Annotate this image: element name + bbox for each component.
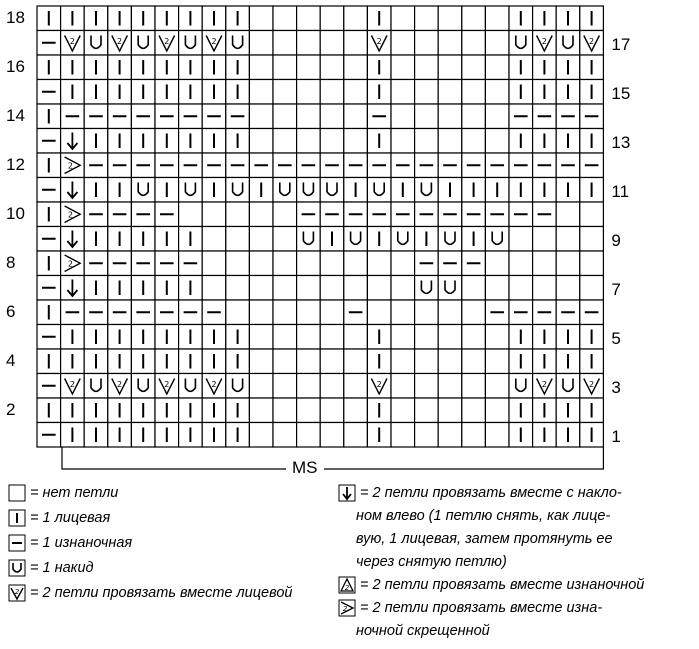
chart-cell bbox=[485, 104, 509, 129]
k2tog-digit: 2 bbox=[376, 379, 382, 389]
chart-cell bbox=[249, 374, 273, 399]
chart-cell bbox=[438, 276, 462, 301]
k2tog-digit: 2 bbox=[589, 36, 595, 46]
chart-cell bbox=[273, 227, 297, 252]
chart-cell bbox=[391, 349, 415, 374]
chart-cell bbox=[131, 178, 155, 203]
row-number-right: 13 bbox=[611, 132, 631, 152]
k2tog-digit: 2 bbox=[164, 379, 170, 389]
chart-cell bbox=[84, 31, 108, 56]
k2tog-digit: 2 bbox=[69, 379, 75, 389]
chart-cell bbox=[344, 325, 368, 350]
chart-cell bbox=[462, 104, 486, 129]
chart-cell bbox=[226, 178, 250, 203]
k2tog-digit: 2 bbox=[211, 36, 217, 46]
yarn-over-symbol-icon bbox=[8, 559, 26, 577]
chart-cell bbox=[344, 423, 368, 448]
chart-cell bbox=[297, 129, 321, 154]
chart-cell bbox=[320, 31, 344, 56]
legend-ssk: = 2 петли провязать вместе с накло- bbox=[338, 483, 622, 503]
svg-text:2: 2 bbox=[342, 605, 348, 614]
legend-purl: = 1 изнаночная bbox=[8, 533, 132, 553]
chart-cell bbox=[249, 129, 273, 154]
chart-cell bbox=[415, 423, 439, 448]
chart-cell bbox=[249, 227, 273, 252]
chart-cell bbox=[556, 31, 580, 56]
chart-cell bbox=[297, 178, 321, 203]
chart-cell bbox=[391, 104, 415, 129]
chart-cell bbox=[485, 129, 509, 154]
chart-cell bbox=[249, 398, 273, 423]
chart-cell bbox=[297, 374, 321, 399]
chart-cell bbox=[509, 374, 533, 399]
no-stitch-symbol-icon bbox=[8, 484, 26, 502]
svg-text:2: 2 bbox=[344, 584, 350, 593]
chart-cell bbox=[344, 129, 368, 154]
chart-cell bbox=[415, 31, 439, 56]
chart-cell bbox=[438, 423, 462, 448]
chart-cell bbox=[367, 300, 391, 325]
row-number-right: 11 bbox=[611, 181, 630, 201]
chart-cell bbox=[438, 398, 462, 423]
chart-cell bbox=[438, 300, 462, 325]
chart-cell bbox=[202, 227, 226, 252]
chart-cell bbox=[131, 374, 155, 399]
row-number-right: 17 bbox=[611, 34, 631, 54]
chart-cell bbox=[273, 80, 297, 105]
chart-cell bbox=[249, 55, 273, 80]
chart-cell bbox=[415, 374, 439, 399]
k2tog-digit: 2 bbox=[589, 379, 595, 389]
chart-cell bbox=[273, 55, 297, 80]
chart-cell bbox=[320, 251, 344, 276]
chart-cell bbox=[462, 325, 486, 350]
chart-cell bbox=[580, 202, 604, 227]
row-number-right: 15 bbox=[611, 83, 631, 103]
chart-cell bbox=[226, 374, 250, 399]
legend-no-stitch: = нет петли bbox=[8, 483, 118, 503]
chart-cell bbox=[344, 227, 368, 252]
chart-cell bbox=[438, 31, 462, 56]
chart-cell bbox=[415, 398, 439, 423]
chart-cell bbox=[485, 55, 509, 80]
chart-cell bbox=[391, 6, 415, 31]
chart-cell bbox=[367, 251, 391, 276]
chart-cell bbox=[249, 104, 273, 129]
chart-cell bbox=[273, 349, 297, 374]
chart-cell bbox=[273, 104, 297, 129]
chart-cell bbox=[391, 398, 415, 423]
chart-cell bbox=[367, 276, 391, 301]
chart-cell bbox=[297, 251, 321, 276]
chart-cell bbox=[415, 349, 439, 374]
chart-cell bbox=[533, 227, 557, 252]
chart-cell bbox=[485, 251, 509, 276]
row-number-right: 9 bbox=[611, 230, 621, 250]
chart-cell bbox=[391, 374, 415, 399]
chart-cell bbox=[438, 80, 462, 105]
chart-cell bbox=[462, 398, 486, 423]
chart-cell bbox=[556, 276, 580, 301]
chart-cell bbox=[249, 31, 273, 56]
row-number-left: 16 bbox=[6, 57, 25, 76]
chart-cell bbox=[391, 227, 415, 252]
chart-cell bbox=[462, 55, 486, 80]
chart-cell bbox=[320, 178, 344, 203]
chart-cell bbox=[391, 31, 415, 56]
row-number-left: 2 bbox=[6, 400, 16, 419]
chart-cell bbox=[344, 6, 368, 31]
chart-cell bbox=[462, 276, 486, 301]
chart-cell bbox=[297, 104, 321, 129]
chart-cell bbox=[391, 300, 415, 325]
chart-cell bbox=[226, 251, 250, 276]
chart-cell bbox=[320, 398, 344, 423]
chart-cell bbox=[320, 374, 344, 399]
chart-cell bbox=[320, 80, 344, 105]
chart-cell bbox=[556, 374, 580, 399]
chart-cell bbox=[391, 276, 415, 301]
k2tog-digit: 2 bbox=[117, 36, 123, 46]
chart-cell bbox=[580, 276, 604, 301]
chart-cell bbox=[273, 129, 297, 154]
chart-cell bbox=[297, 55, 321, 80]
chart-cell bbox=[556, 202, 580, 227]
legend-ssk-line4: через снятую петлю) bbox=[356, 554, 507, 570]
chart-cell bbox=[131, 31, 155, 56]
chart-cell bbox=[273, 31, 297, 56]
ssk-symbol-icon bbox=[338, 484, 356, 502]
legend-k2tog: 2 = 2 петли провязать вместе лицевой bbox=[8, 583, 292, 603]
k2tog-digit: 2 bbox=[541, 379, 547, 389]
chart-cell bbox=[297, 227, 321, 252]
chart-cell bbox=[415, 55, 439, 80]
chart-cell bbox=[297, 6, 321, 31]
chart-cell bbox=[273, 276, 297, 301]
svg-text:2: 2 bbox=[14, 588, 20, 597]
chart-cell bbox=[179, 202, 203, 227]
chart-cell bbox=[415, 129, 439, 154]
chart-cell bbox=[485, 6, 509, 31]
chart-cell bbox=[415, 6, 439, 31]
chart-cell bbox=[509, 31, 533, 56]
chart-cell bbox=[297, 80, 321, 105]
chart-cell bbox=[320, 276, 344, 301]
chart-cell bbox=[580, 251, 604, 276]
ms-bracket bbox=[62, 447, 603, 469]
chart-cell bbox=[273, 6, 297, 31]
chart-cell bbox=[344, 31, 368, 56]
chart-cell bbox=[415, 300, 439, 325]
chart-cell bbox=[297, 349, 321, 374]
chart-cell bbox=[320, 349, 344, 374]
chart-cell bbox=[344, 251, 368, 276]
chart-cell bbox=[320, 423, 344, 448]
chart-cell bbox=[415, 104, 439, 129]
chart-cell bbox=[249, 80, 273, 105]
chart-cell bbox=[485, 325, 509, 350]
chart-cell bbox=[273, 202, 297, 227]
chart-cell bbox=[249, 202, 273, 227]
chart-cell bbox=[485, 31, 509, 56]
chart-cell bbox=[344, 374, 368, 399]
row-number-left: 8 bbox=[6, 253, 16, 272]
legend-p2tog-tbl: 2 = 2 петли провязать вместе изна- bbox=[338, 598, 602, 618]
chart-cell bbox=[249, 423, 273, 448]
chart-cell bbox=[462, 374, 486, 399]
legend-ssk-line2: ном влево (1 петлю снять, как лице- bbox=[356, 508, 611, 524]
p2tog-tbl-digit: 2 bbox=[67, 161, 73, 171]
chart-cell bbox=[249, 251, 273, 276]
row-number-left: 4 bbox=[6, 351, 16, 370]
chart-cell bbox=[438, 55, 462, 80]
chart-cell bbox=[297, 300, 321, 325]
chart-cell bbox=[391, 251, 415, 276]
chart-cell bbox=[226, 31, 250, 56]
chart-cell bbox=[226, 227, 250, 252]
chart-cell bbox=[462, 349, 486, 374]
chart-cell bbox=[226, 276, 250, 301]
chart-cell bbox=[367, 178, 391, 203]
chart-cell bbox=[485, 398, 509, 423]
chart-cell bbox=[438, 129, 462, 154]
chart-cell bbox=[273, 300, 297, 325]
chart-cell bbox=[249, 349, 273, 374]
legend-p2tog: 2 = 2 петли провязать вместе изнаночной bbox=[338, 575, 644, 595]
row-number-left: 6 bbox=[6, 302, 16, 321]
chart-cell bbox=[462, 31, 486, 56]
chart-cell bbox=[273, 374, 297, 399]
chart-cell bbox=[273, 178, 297, 203]
chart-cell bbox=[391, 325, 415, 350]
chart-cell bbox=[320, 129, 344, 154]
p2tog-tbl-symbol-icon bbox=[338, 599, 356, 617]
row-number-left: 14 bbox=[6, 106, 25, 125]
chart-cell bbox=[297, 325, 321, 350]
k2tog-digit: 2 bbox=[164, 36, 170, 46]
chart-cell bbox=[485, 227, 509, 252]
chart-cell bbox=[391, 55, 415, 80]
row-number-right: 5 bbox=[611, 328, 621, 348]
k2tog-symbol-icon bbox=[8, 584, 26, 602]
chart-cell bbox=[202, 202, 226, 227]
p2tog-tbl-digit: 2 bbox=[67, 210, 73, 220]
chart-cell bbox=[415, 325, 439, 350]
chart-cell bbox=[533, 251, 557, 276]
k2tog-digit: 2 bbox=[211, 379, 217, 389]
chart-cell bbox=[249, 325, 273, 350]
row-number-left: 18 bbox=[6, 8, 25, 27]
chart-cell bbox=[438, 6, 462, 31]
chart-cell bbox=[556, 227, 580, 252]
knit-symbol-icon bbox=[8, 509, 26, 527]
chart-cell bbox=[202, 276, 226, 301]
purl-symbol-icon bbox=[8, 534, 26, 552]
chart-cell bbox=[485, 423, 509, 448]
row-number-right: 1 bbox=[611, 426, 621, 446]
chart-cell bbox=[179, 31, 203, 56]
ms-label: MS bbox=[286, 458, 324, 478]
chart-cell bbox=[580, 227, 604, 252]
chart-cell bbox=[533, 276, 557, 301]
chart-cell bbox=[462, 80, 486, 105]
legend-ssk-line3: вую, 1 лицевая, затем протянуть ее bbox=[356, 531, 613, 547]
chart-cell bbox=[344, 104, 368, 129]
chart-cell bbox=[297, 31, 321, 56]
p2tog-symbol-icon bbox=[338, 576, 356, 594]
chart-cell bbox=[415, 178, 439, 203]
chart-cell bbox=[391, 129, 415, 154]
chart-cell bbox=[84, 374, 108, 399]
chart-cell bbox=[297, 398, 321, 423]
chart-cell bbox=[438, 374, 462, 399]
chart-cell bbox=[485, 80, 509, 105]
p2tog-tbl-digit: 2 bbox=[67, 259, 73, 269]
chart-cell bbox=[438, 227, 462, 252]
legend-yarn-over: = 1 накид bbox=[8, 558, 94, 578]
chart-cell bbox=[179, 374, 203, 399]
row-number-right: 3 bbox=[611, 377, 621, 397]
chart-cell bbox=[344, 55, 368, 80]
chart-cell bbox=[320, 6, 344, 31]
row-number-left: 10 bbox=[6, 204, 25, 223]
chart-cell bbox=[556, 251, 580, 276]
chart-cell bbox=[249, 6, 273, 31]
chart-cell bbox=[273, 325, 297, 350]
chart-cell bbox=[438, 104, 462, 129]
chart-cell bbox=[462, 423, 486, 448]
k2tog-digit: 2 bbox=[376, 36, 382, 46]
legend-knit: = 1 лицевая bbox=[8, 508, 110, 528]
chart-cell bbox=[415, 276, 439, 301]
chart-cell bbox=[438, 349, 462, 374]
chart-cell bbox=[438, 325, 462, 350]
row-number-right: 7 bbox=[611, 279, 621, 299]
chart-cell bbox=[249, 300, 273, 325]
chart-cell bbox=[297, 276, 321, 301]
chart-cell bbox=[462, 129, 486, 154]
chart-cell bbox=[415, 80, 439, 105]
chart-cell bbox=[344, 80, 368, 105]
chart-cell bbox=[249, 276, 273, 301]
chart-cell bbox=[462, 6, 486, 31]
chart-cell bbox=[226, 300, 250, 325]
chart-cell bbox=[509, 276, 533, 301]
chart-cell bbox=[226, 202, 250, 227]
chart-cell bbox=[391, 80, 415, 105]
chart-cell bbox=[485, 374, 509, 399]
chart-cell bbox=[273, 251, 297, 276]
chart-cell bbox=[179, 178, 203, 203]
chart-cell bbox=[485, 276, 509, 301]
chart-cell bbox=[202, 251, 226, 276]
chart-cell bbox=[273, 423, 297, 448]
chart-cell bbox=[391, 423, 415, 448]
chart-cell bbox=[485, 349, 509, 374]
chart-cell bbox=[509, 251, 533, 276]
legend-p2tog-tbl-line2: ночной скрещенной bbox=[356, 623, 490, 639]
chart-cell bbox=[320, 55, 344, 80]
row-number-left: 12 bbox=[6, 155, 25, 174]
chart-cell bbox=[273, 398, 297, 423]
chart-cell bbox=[344, 276, 368, 301]
chart-cell bbox=[320, 300, 344, 325]
chart-cell bbox=[344, 398, 368, 423]
k2tog-digit: 2 bbox=[69, 36, 75, 46]
k2tog-digit: 2 bbox=[117, 379, 123, 389]
chart-cell bbox=[509, 227, 533, 252]
k2tog-digit: 2 bbox=[541, 36, 547, 46]
chart-cell bbox=[297, 423, 321, 448]
chart-cell bbox=[320, 104, 344, 129]
chart-cell bbox=[462, 300, 486, 325]
chart-cell bbox=[320, 325, 344, 350]
chart-cell bbox=[344, 349, 368, 374]
